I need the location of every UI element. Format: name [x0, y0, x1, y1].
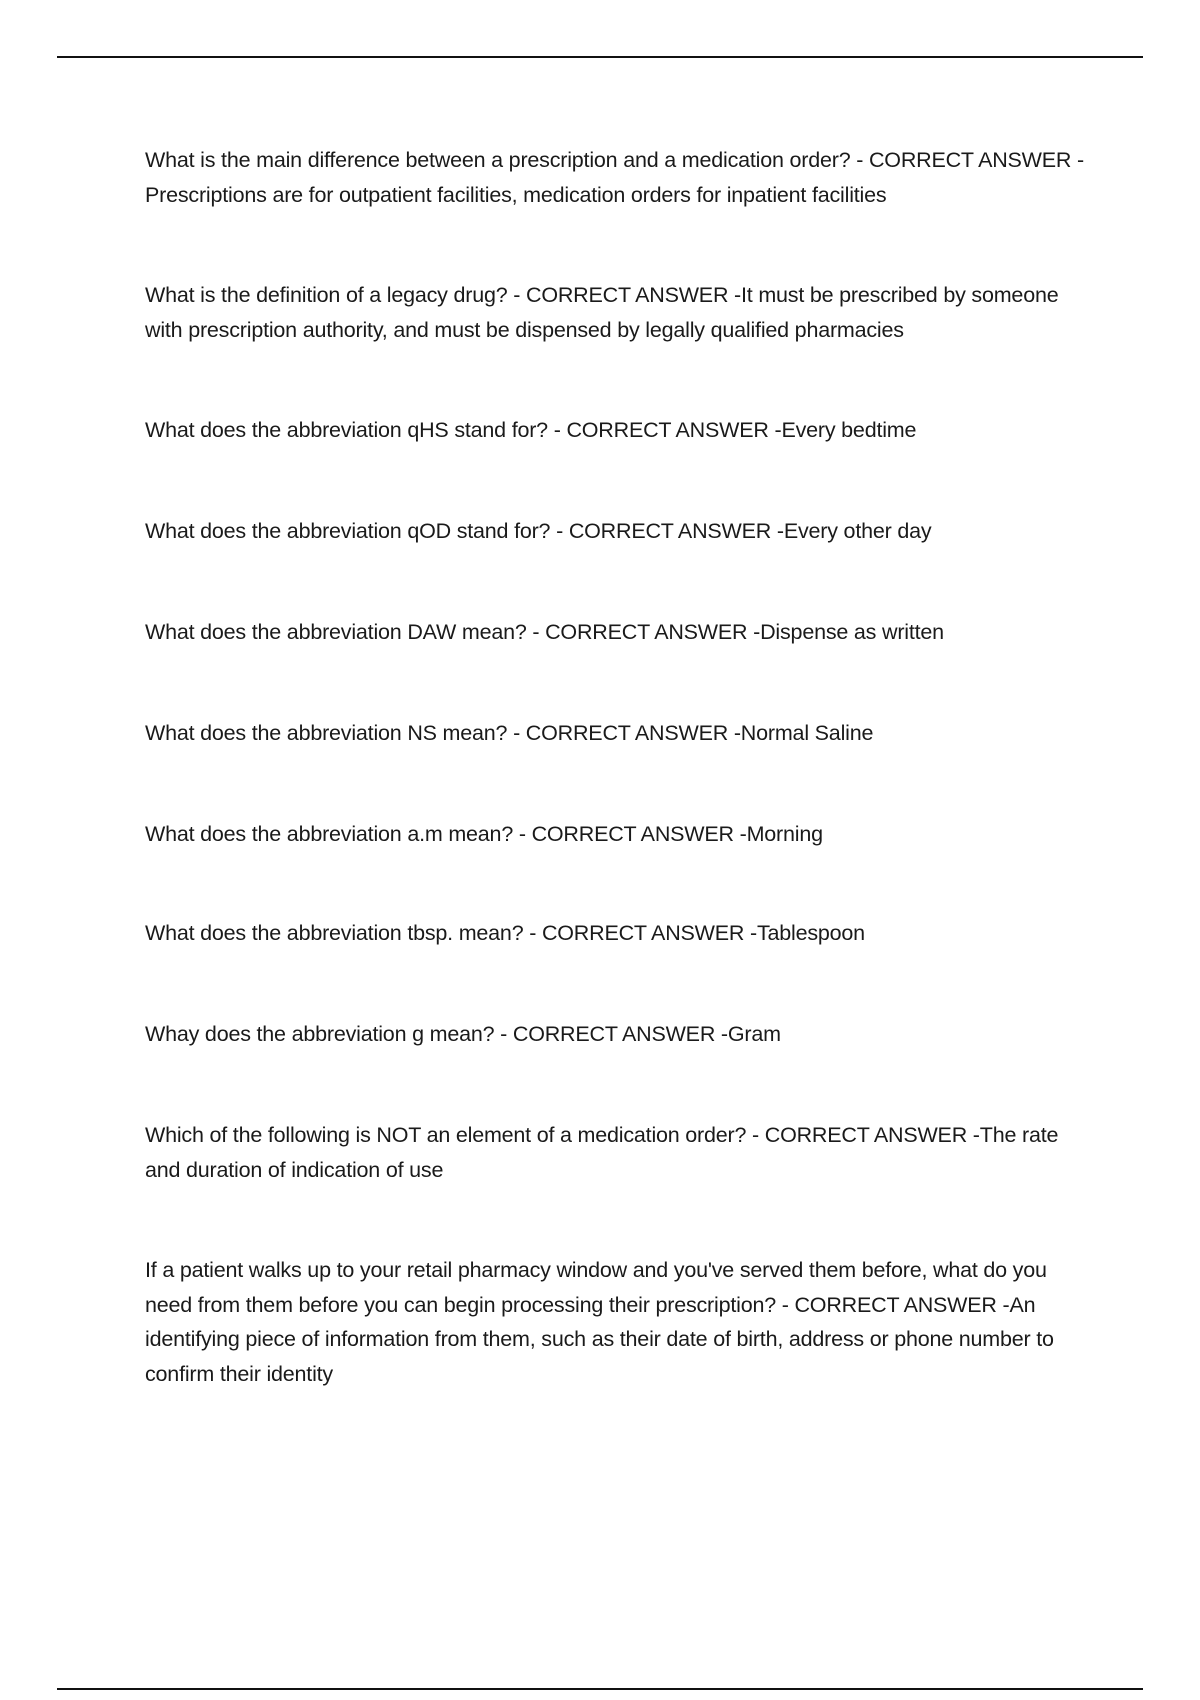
qa-item-6: What does the abbreviation NS mean? - CORRECT ANSWER -Normal Saline [145, 721, 874, 745]
footer-divider [57, 1688, 1143, 1690]
qa-item-5: What does the abbreviation DAW mean? - CORRECT ANSWER -Dispense as written [145, 620, 944, 644]
qa-item-3: What does the abbreviation qHS stand for? - CORRECT ANSWER -Every bedtime [145, 418, 917, 442]
header-divider [57, 56, 1143, 58]
qa-item-2: What is the definition of a legacy drug? - CORRECT ANSWER -It must be prescribed by someone with prescription authority, and must be dispensed by legally qualified pharmacies [145, 283, 1059, 342]
qa-item-10: Which of the following is NOT an element of a medication order? - CORRECT ANSWER -The rate and duration of indication of use [145, 1123, 1059, 1182]
qa-item-4: What does the abbreviation qOD stand for? - CORRECT ANSWER -Every other day [145, 519, 932, 543]
qa-item-1: What is the main difference between a prescription and a medication order? - CORRECT ANSWER -Prescriptions are for outpatient facilities, medication orders for inpatient facilities [145, 148, 1084, 207]
qa-item-8: What does the abbreviation tbsp. mean? - CORRECT ANSWER -Tablespoon [145, 921, 865, 945]
qa-item-7: What does the abbreviation a.m mean? - CORRECT ANSWER -Morning [145, 822, 823, 846]
qa-item-11: If a patient walks up to your retail pharmacy window and you've served them before, what do you need from them before you can begin processing their prescription? - CORRECT ANSWER -An identifying piece of information from them, such as their date of birth, address or phone number to confirm their identity [145, 1258, 1054, 1386]
qa-item-9: Whay does the abbreviation g mean? - CORRECT ANSWER -Gram [145, 1022, 781, 1046]
